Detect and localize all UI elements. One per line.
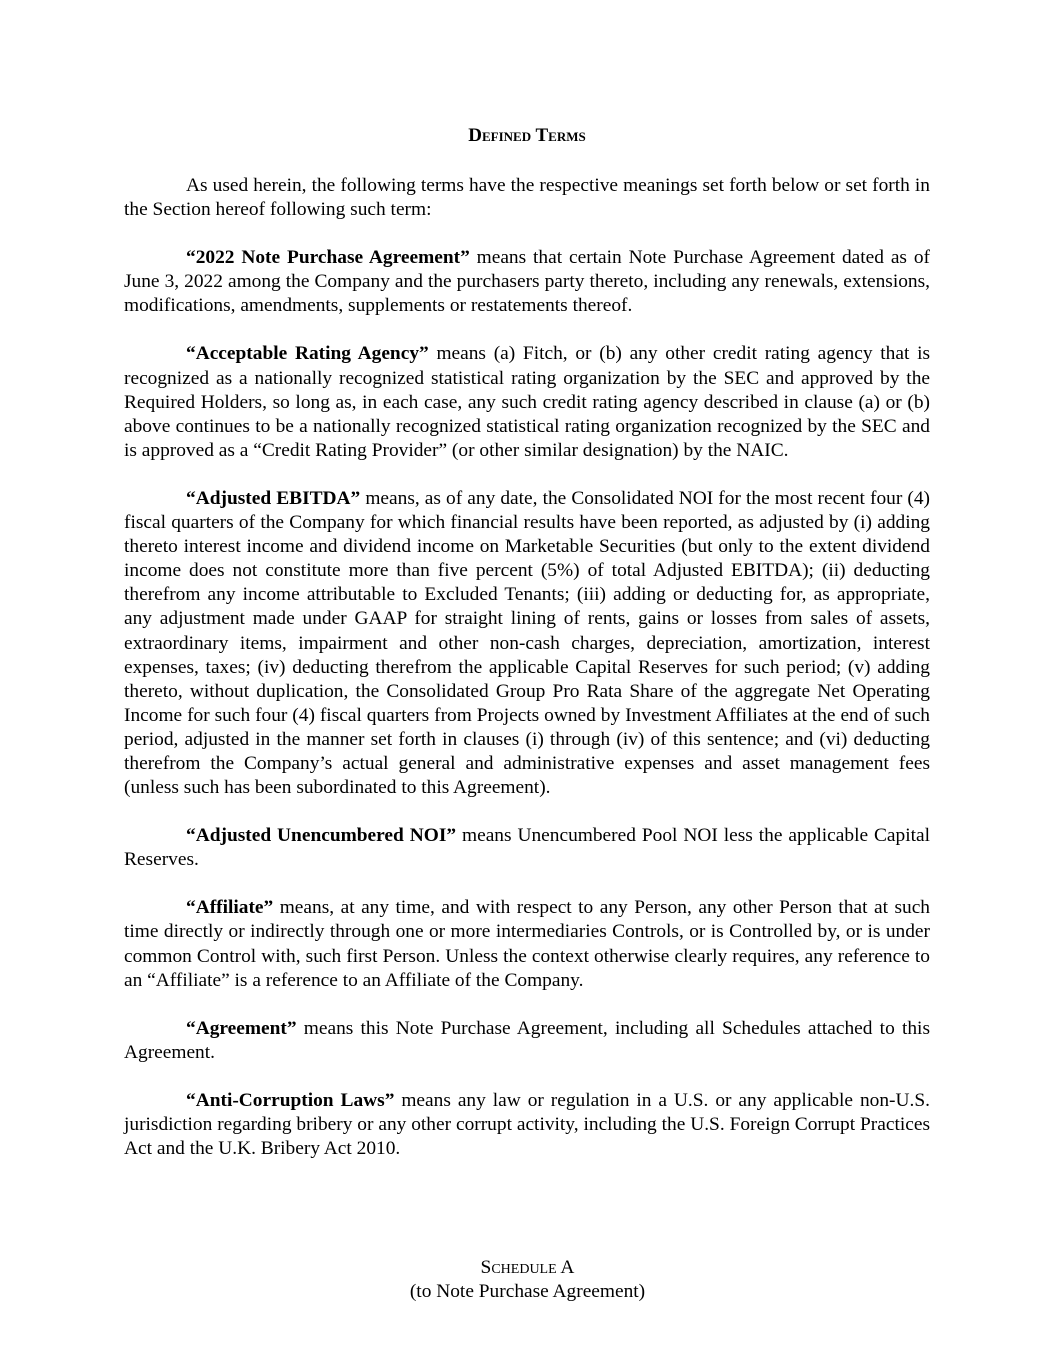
defined-term: “2022 Note Purchase Agreement” [186,247,470,269]
schedule-subtitle: (to Note Purchase Agreement) [409,1281,646,1302]
document-page [124,124,930,1185]
defined-term: “Affiliate” [186,897,274,919]
section-heading: Defined Terms [468,125,586,146]
definition-text: means Unencumbered Pool NOI less the applicable Capital Reserves. [124,825,930,871]
defined-term: “Acceptable Rating Agency” [186,343,429,365]
page-footer [0,1256,1055,1304]
definition-adjusted-unencumbered-noi [124,824,930,872]
definition-2022-note-purchase-agreement [124,246,930,318]
defined-term: “Adjusted EBITDA” [186,487,361,509]
defined-term: “Anti-Corruption Laws” [186,1089,395,1111]
definition-text: means that certain Note Purchase Agreement dated as of June 3, 2022 among the Company and the purchasers party thereto, including any renewals, extensions, modifications, amendments, supplements or restatements thereof. [124,247,930,317]
definition-adjusted-ebitda [124,487,930,800]
definition-acceptable-rating-agency [124,342,930,462]
definition-agreement [124,1017,930,1065]
defined-term: “Adjusted Unencumbered NOI” [186,825,457,847]
schedule-label: Schedule A [480,1257,575,1278]
definition-text: means, at any time, and with respect to any Person, any other Person that at such time directly or indirectly through one or more intermediaries Controls, or is Controlled by, or is under common Control with, such first Person. Unless the context otherwise clearly requires, any reference to an “Affiliate” is a reference to an Affiliate of the Company. [124,897,930,991]
definition-text: means any law or regulation in a U.S. or any applicable non-U.S. jurisdiction regarding bribery or any other corrupt activity, including the U.S. Foreign Corrupt Practices Act and the U.K. Bribery Act 2010. [124,1089,930,1160]
definition-text: means, as of any date, the Consolidated NOI for the most recent four (4) fiscal quarters of the Company for which financial results have been reported, as adjusted by (i) adding thereto interest income and dividend income on Marketable Securities (but only to the extent dividend income does not constitute more than five percent (5%) of total Adjusted EBITDA); (ii) deducting therefrom any income attributable to Excluded Tenants; (iii) adding or deducting for, as appropriate, any adjustment made under GAAP for straight lining of rents, gains or losses from sales of assets, extraordinary items, impairment and other non-cash charges, depreciation, amortization, interest expenses, taxes; (iv) deducting therefrom the applicable Capital Reserves for such period; (v) adding thereto, without duplication, the Consolidated Group Pro Rata Share of the aggregate Net Operating Income for such four (4) fiscal quarters from Projects owned by Investment Affiliates at the end of such period, adjusted in the manner set forth in clauses (i) through (iv) of this sentence; and (vi) deducting therefrom the Company’s actual general and administrative expenses and asset management fees (unless such has been subordinated to this Agreement). [124,487,930,799]
definition-text: means this Note Purchase Agreement, including all Schedules attached to this Agreement. [124,1017,930,1063]
definition-affiliate [124,896,930,992]
definition-text: means (a) Fitch, or (b) any other credit rating agency that is recognized as a nationally recognized statistical rating organization by the SEC and approved by the Required Holders, so long as, in each case, any such credit rating agency described in clause (a) or (b) above continues to be a nationally recognized statistical rating organization recognized by the SEC and is approved as a “Credit Rating Provider” (or other similar designation) by the NAIC. [124,343,931,461]
definition-anti-corruption-laws [124,1089,930,1161]
defined-term: “Agreement” [186,1017,297,1039]
intro-paragraph: As used herein, the following terms have the respective meanings set forth below or set forth in the Section hereof following such term: [124,175,930,221]
